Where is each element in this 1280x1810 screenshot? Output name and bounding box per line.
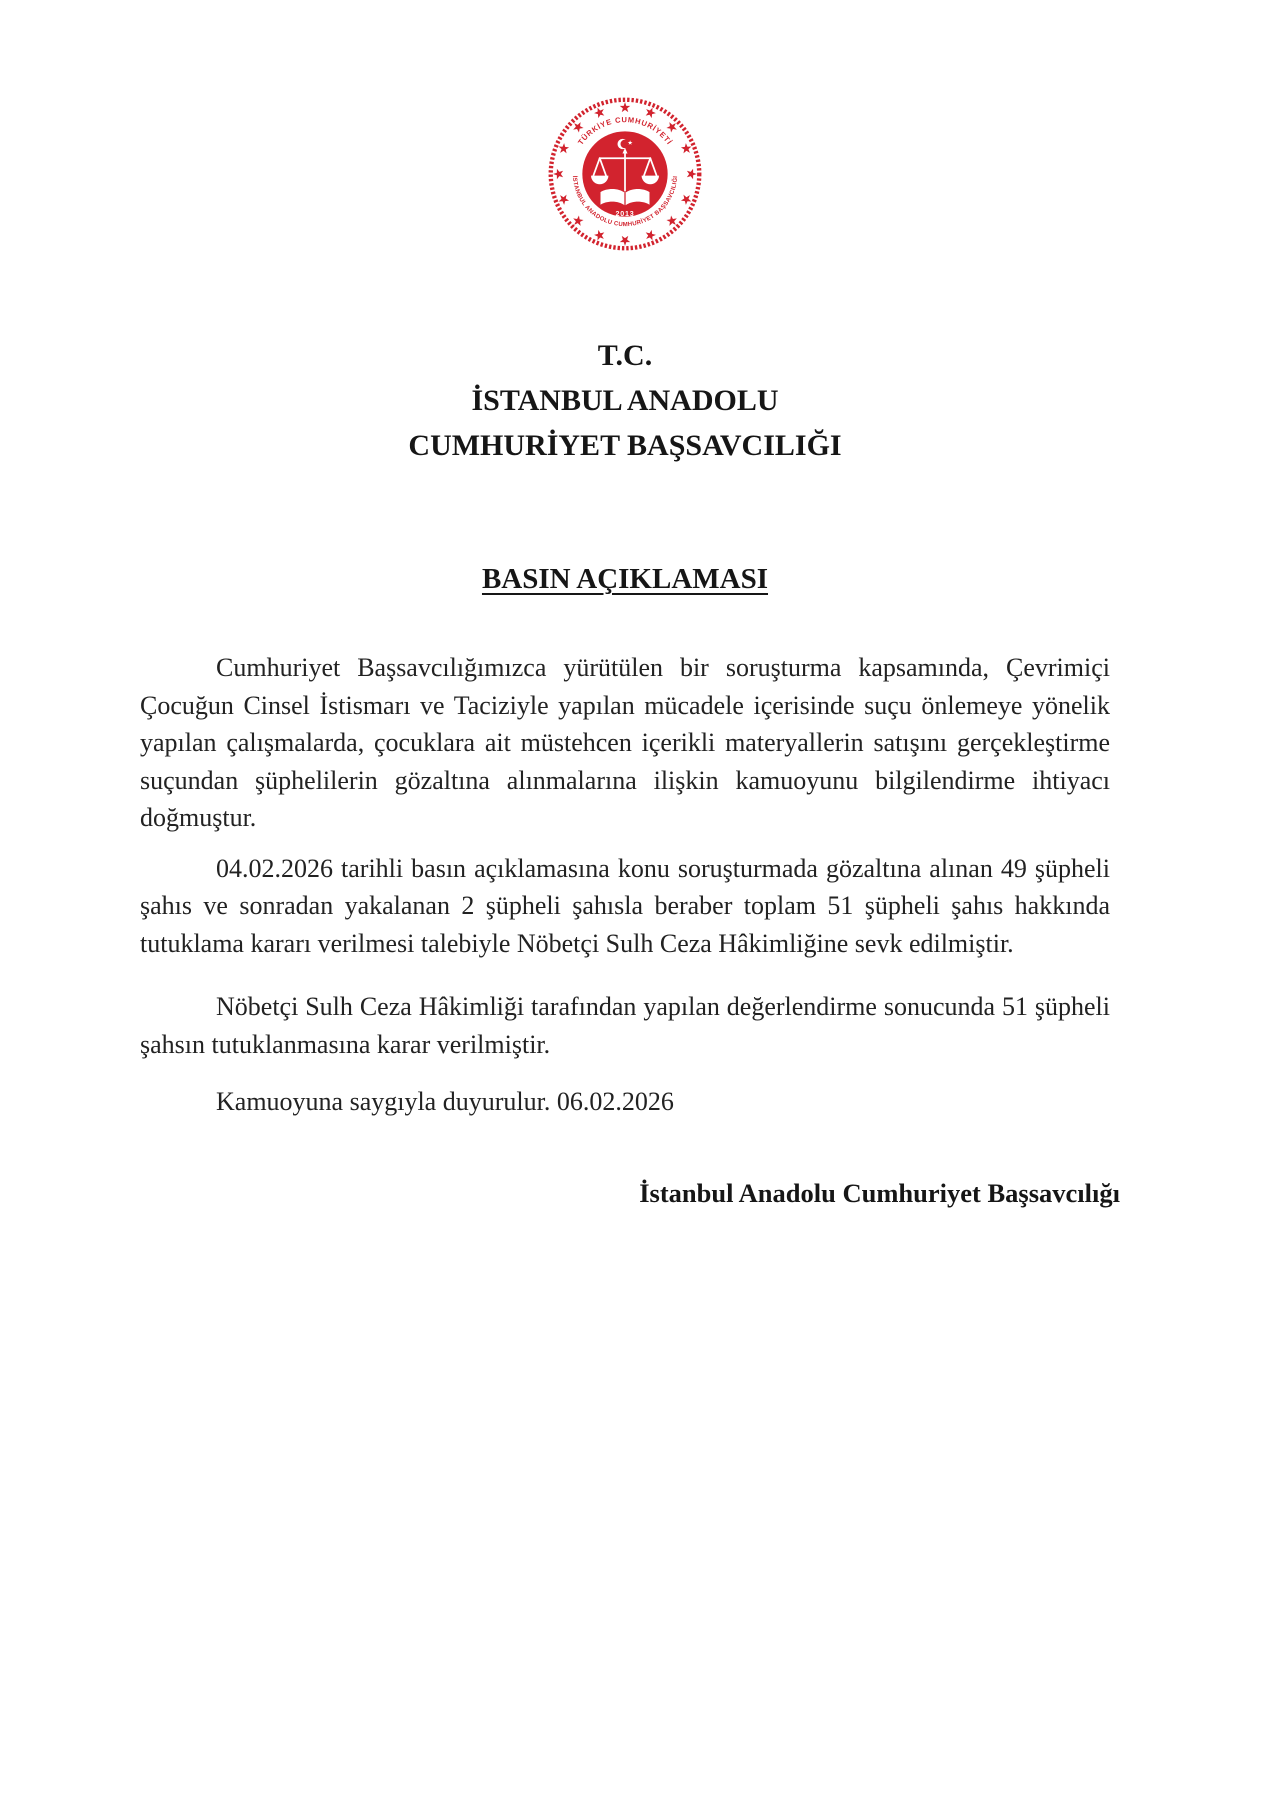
letterhead-institution-line-1: İSTANBUL ANADOLU: [471, 384, 779, 417]
seal-year: 2013: [615, 209, 635, 218]
prosecutor-seal-logo: [546, 95, 704, 253]
body-paragraph-3: Nöbetçi Sulh Ceza Hâkimliği tarafından yapılan değerlendirme sonucunda 51 şüpheli şahsın tutuklanmasına karar verilmiştir.: [140, 992, 1110, 1059]
seal-bottom-arc-text: İSTANBUL ANADOLU CUMHURİYET BAŞSAVCILIĞI: [570, 175, 680, 229]
body-paragraph-1: Cumhuriyet Başsavcılığımızca yürütülen bir soruşturma kapsamında, Çevrimiçi Çocuğun Cinsel İstismarı ve Taciziyle yapılan mücadele içerisinde suçu önlemeye yönelik yapılan çalışmalarda, çocuklara ait müstehcen içerikli materyallerin satışını gerçekleştirme suçundan şüphelilerin gözaltına alınmalarına ilişkin kamuoyunu bilgilendirme ihtiyacı doğmuştur.: [140, 653, 1110, 832]
body-paragraph-2: 04.02.2026 tarihli basın açıklamasına konu soruşturmada gözaltına alınan 49 şüpheli şahıs ve sonradan yakalanan 2 şüpheli şahısla beraber toplam 51 şüpheli şahıs hakkında tutuklama kararı verilmesi talebiyle Nöbetçi Sulh Ceza Hâkimliğine sevk edilmiştir.: [140, 853, 1110, 958]
letterhead-tc-line: T.C.: [597, 339, 653, 372]
letterhead-institution-line-2: CUMHURİYET BAŞSAVCILIĞI: [408, 429, 842, 462]
closing-line: Kamuoyuna saygıyla duyurulur. 06.02.2026: [216, 1087, 674, 1116]
seal-top-arc-text: TÜRKİYE CUMHURİYETİ: [575, 115, 675, 147]
press-release-title: BASIN AÇIKLAMASI: [481, 563, 769, 595]
letterhead: [140, 333, 1110, 468]
signature-line: İstanbul Anadolu Cumhuriyet Başsavcılığı: [639, 1177, 1120, 1208]
